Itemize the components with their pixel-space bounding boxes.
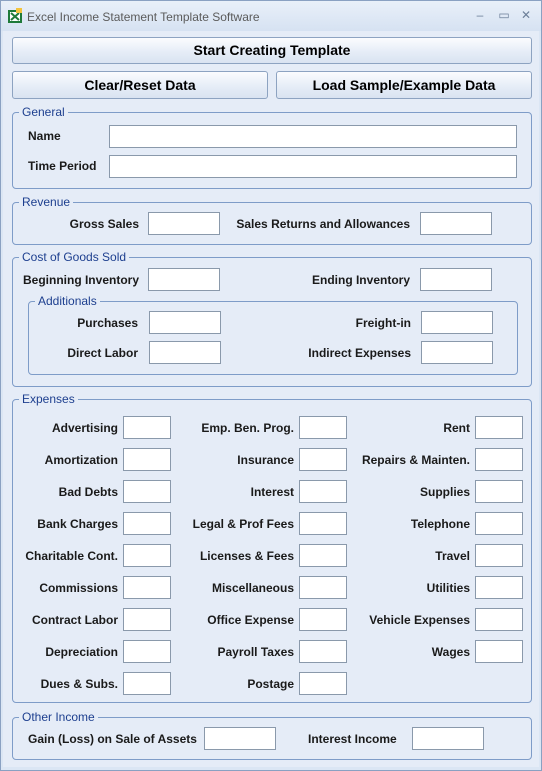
expense-travel-label: Travel bbox=[435, 549, 470, 563]
general-group bbox=[12, 105, 532, 189]
expense-utilities-input[interactable] bbox=[475, 576, 523, 599]
beginning-inventory-input[interactable] bbox=[148, 268, 220, 291]
indirect-expenses-label: Indirect Expenses bbox=[308, 346, 411, 360]
direct-labor-input[interactable] bbox=[149, 341, 221, 364]
ending-inventory-label: Ending Inventory bbox=[311, 273, 410, 287]
expense-office-expense-label: Office Expense bbox=[207, 613, 294, 627]
expense-depreciation-label: Depreciation bbox=[45, 645, 118, 659]
ending-inventory-input[interactable] bbox=[420, 268, 492, 291]
other-income-group bbox=[12, 710, 532, 760]
expense-commissions-label: Commissions bbox=[39, 581, 118, 595]
window-title: Excel Income Statement Template Software bbox=[27, 10, 260, 24]
direct-labor-label: Direct Labor bbox=[67, 346, 138, 360]
expenses-legend: Expenses bbox=[19, 392, 78, 406]
title-bar[interactable] bbox=[1, 1, 541, 31]
additionals-legend: Additionals bbox=[35, 294, 100, 308]
expense-postage-label: Postage bbox=[247, 677, 294, 691]
expense-contract-labor-label: Contract Labor bbox=[31, 613, 118, 627]
indirect-expenses-input[interactable] bbox=[421, 341, 493, 364]
expense-vehicle-expenses-input[interactable] bbox=[475, 608, 523, 631]
gain-loss-label: Gain (Loss) on Sale of Assets bbox=[28, 732, 197, 746]
expense-emp-ben-prog-label: Emp. Ben. Prog. bbox=[201, 421, 294, 435]
gross-sales-input[interactable] bbox=[148, 212, 220, 235]
revenue-group bbox=[12, 195, 532, 245]
sales-returns-label: Sales Returns and Allowances bbox=[236, 217, 410, 231]
expense-repairs-mainten-input[interactable] bbox=[475, 448, 523, 471]
revenue-legend: Revenue bbox=[19, 195, 73, 209]
expense-wages-label: Wages bbox=[431, 645, 470, 659]
expense-amortization-label: Amortization bbox=[44, 453, 118, 467]
freight-in-input[interactable] bbox=[421, 311, 493, 334]
expense-supplies-input[interactable] bbox=[475, 480, 523, 503]
expense-insurance-label: Insurance bbox=[237, 453, 294, 467]
gain-loss-input[interactable] bbox=[204, 727, 276, 750]
expense-legal-prof-fees-label: Legal & Prof Fees bbox=[192, 517, 294, 531]
expenses-group bbox=[12, 392, 532, 703]
expense-bank-charges-label: Bank Charges bbox=[37, 517, 118, 531]
name-input[interactable] bbox=[109, 125, 517, 148]
expense-vehicle-expenses-label: Vehicle Expenses bbox=[369, 613, 470, 627]
expense-bad-debts-label: Bad Debts bbox=[58, 485, 118, 499]
expense-licenses-fees-label: Licenses & Fees bbox=[199, 549, 294, 563]
beginning-inventory-label: Beginning Inventory bbox=[22, 273, 139, 287]
expense-rent-input[interactable] bbox=[475, 416, 523, 439]
expense-travel-input[interactable] bbox=[475, 544, 523, 567]
maximize-icon[interactable]: ▭ bbox=[498, 8, 510, 22]
cogs-legend: Cost of Goods Sold bbox=[19, 250, 129, 264]
interest-income-label: Interest Income bbox=[308, 732, 397, 746]
minimize-icon[interactable]: – bbox=[476, 8, 484, 22]
time-period-label: Time Period bbox=[28, 159, 97, 173]
client-area bbox=[3, 31, 539, 767]
time-period-input[interactable] bbox=[109, 155, 517, 178]
expense-interest-label: Interest bbox=[250, 485, 294, 499]
clear-reset-button[interactable]: Clear/Reset Data bbox=[12, 71, 268, 99]
expense-miscellaneous-label: Miscellaneous bbox=[211, 581, 294, 595]
general-legend: General bbox=[19, 105, 68, 119]
other-income-legend: Other Income bbox=[19, 710, 98, 724]
expense-charitable-cont-label: Charitable Cont. bbox=[25, 549, 118, 563]
expense-dues-subs-label: Dues & Subs. bbox=[40, 677, 118, 691]
expense-postage-input[interactable] bbox=[299, 672, 347, 695]
sales-returns-input[interactable] bbox=[420, 212, 492, 235]
purchases-input[interactable] bbox=[149, 311, 221, 334]
expense-utilities-label: Utilities bbox=[426, 581, 470, 595]
purchases-label: Purchases bbox=[77, 316, 138, 330]
close-icon[interactable]: ✕ bbox=[520, 8, 532, 22]
expense-payroll-taxes-label: Payroll Taxes bbox=[217, 645, 294, 659]
expense-supplies-label: Supplies bbox=[419, 485, 470, 499]
start-creating-template-button[interactable]: Start Creating Template bbox=[12, 37, 532, 64]
expense-telephone-input[interactable] bbox=[475, 512, 523, 535]
name-label: Name bbox=[28, 129, 61, 143]
expense-rent-label: Rent bbox=[443, 421, 470, 435]
excel-app-icon bbox=[7, 8, 23, 24]
expense-advertising-label: Advertising bbox=[51, 421, 118, 435]
load-sample-button[interactable]: Load Sample/Example Data bbox=[276, 71, 532, 99]
additionals-group bbox=[28, 294, 518, 375]
expense-telephone-label: Telephone bbox=[410, 517, 470, 531]
expense-wages-input[interactable] bbox=[475, 640, 523, 663]
expense-repairs-mainten-label: Repairs & Mainten. bbox=[361, 453, 470, 467]
cogs-group bbox=[12, 250, 532, 387]
freight-in-label: Freight-in bbox=[355, 316, 411, 330]
interest-income-input[interactable] bbox=[412, 727, 484, 750]
gross-sales-label: Gross Sales bbox=[69, 217, 139, 231]
